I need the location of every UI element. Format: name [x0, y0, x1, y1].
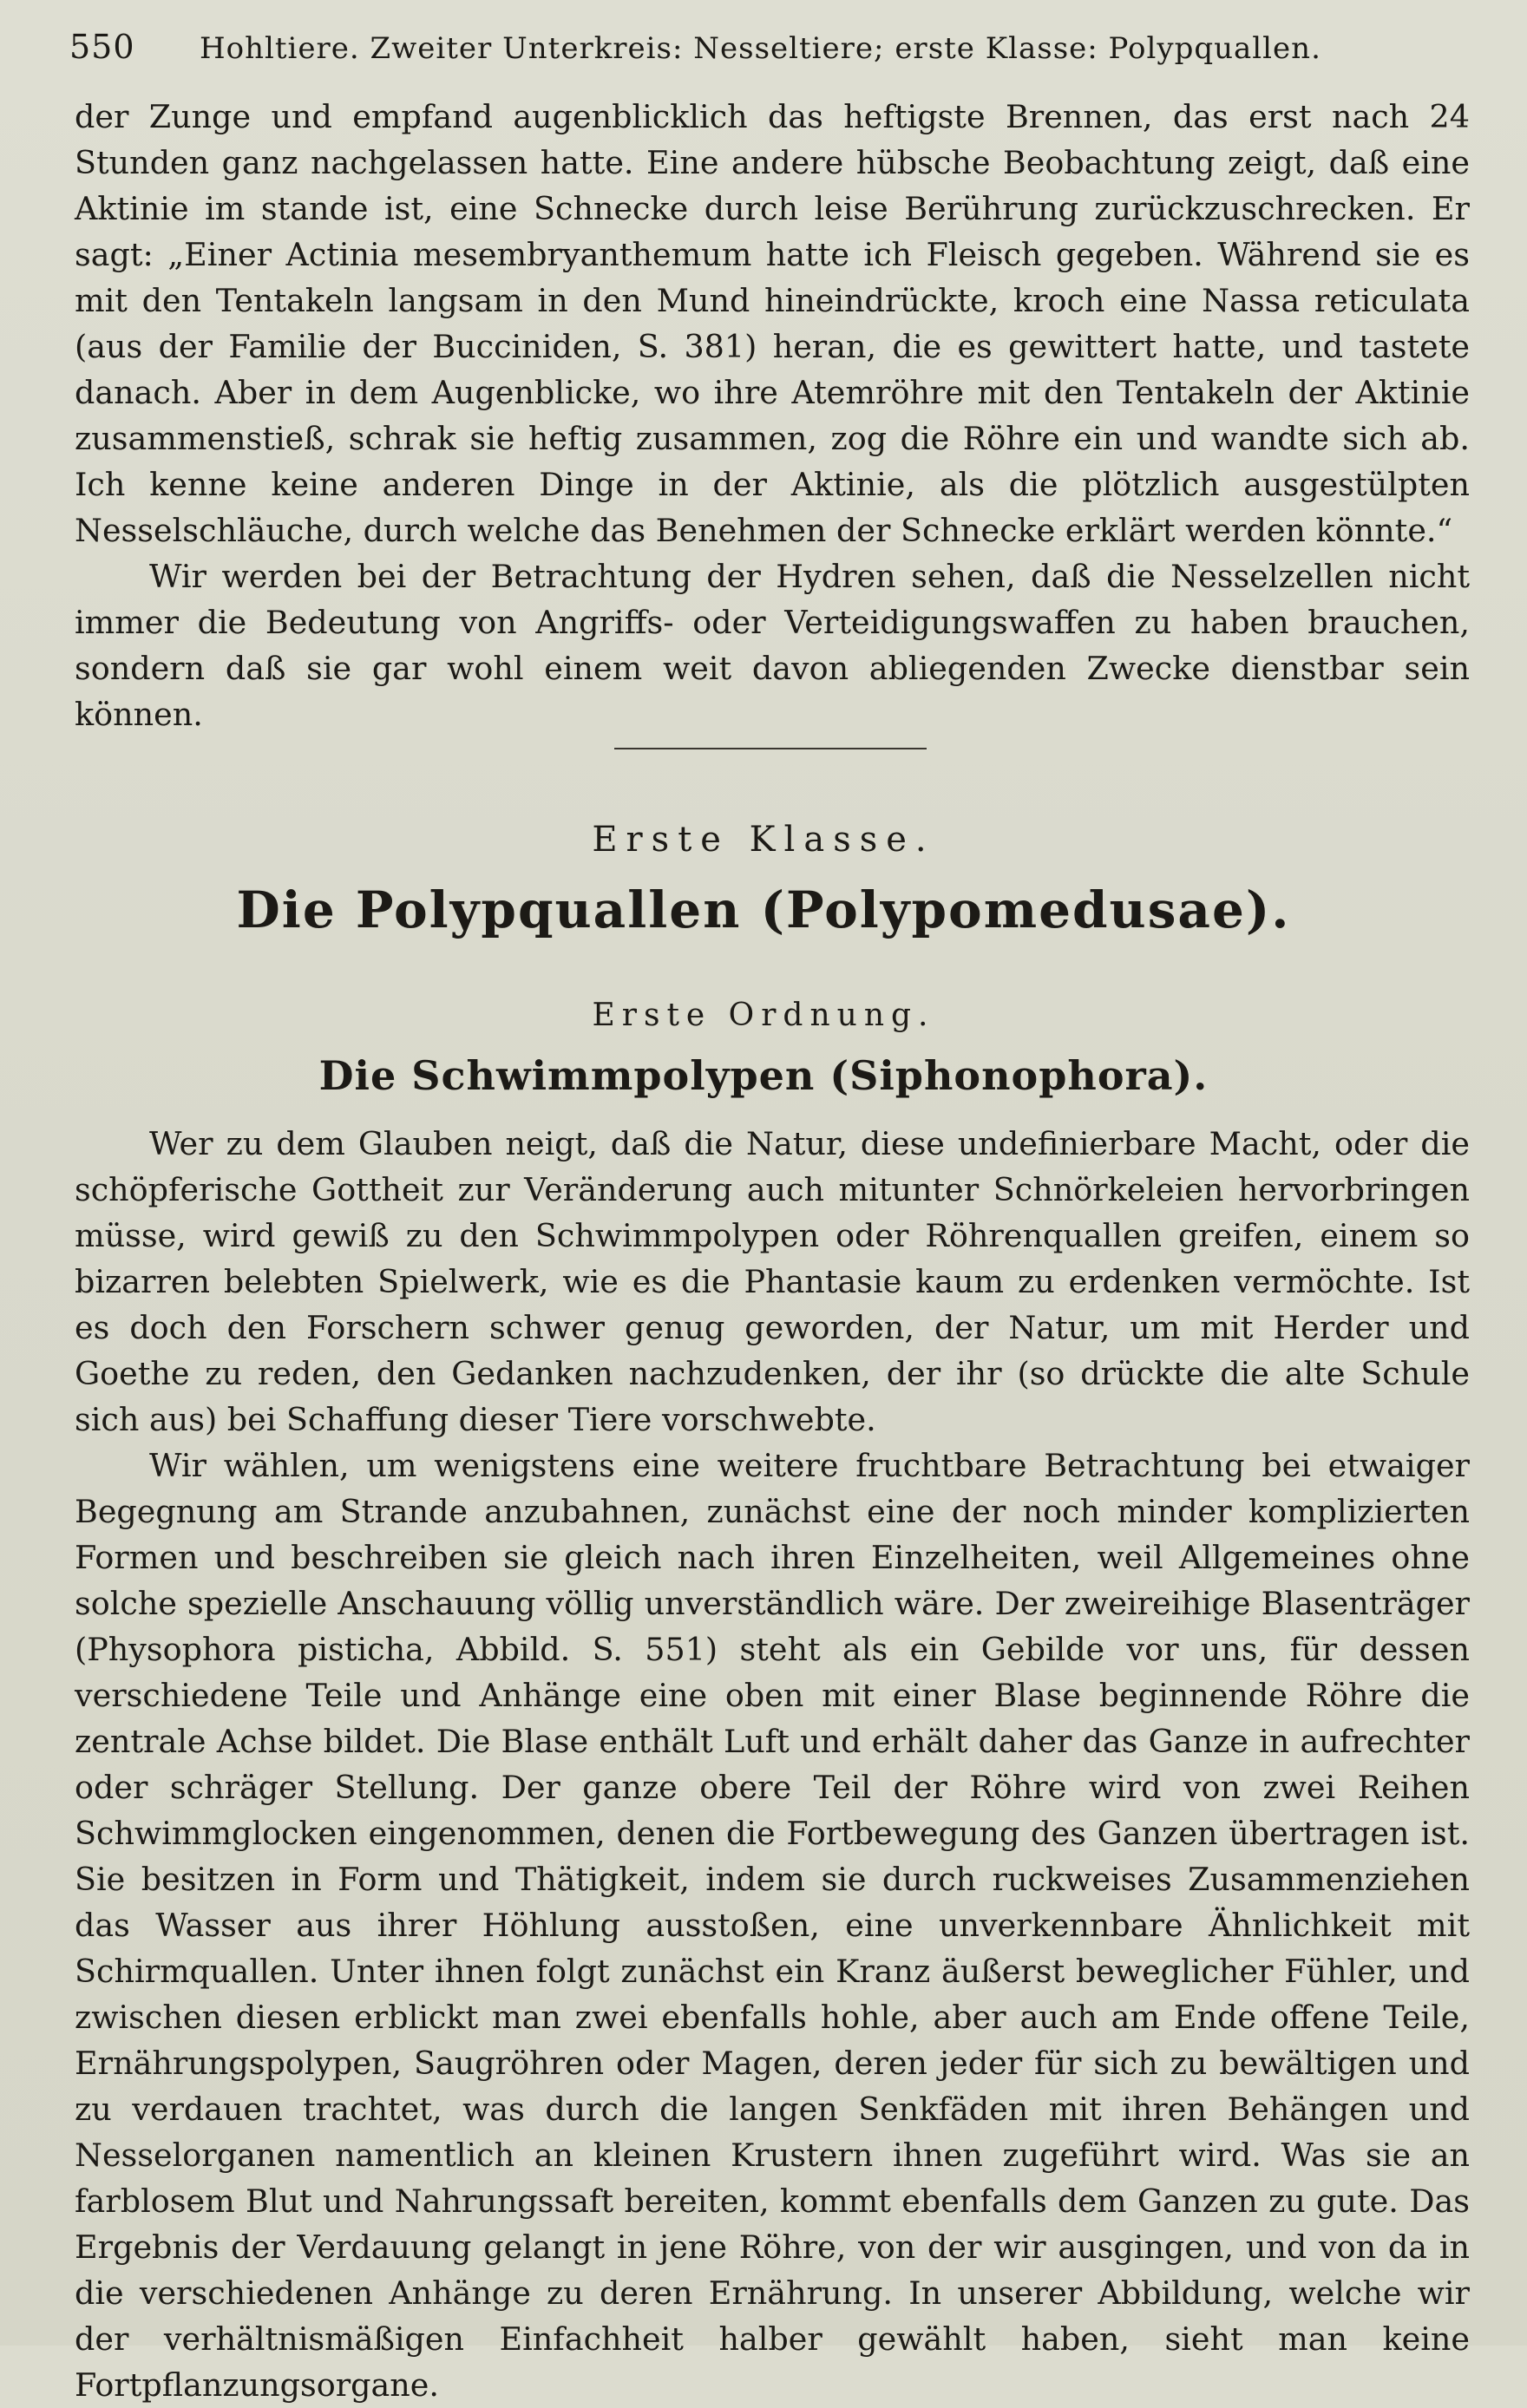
order-title: Die Schwimmpolypen (Siphonophora). [318, 1052, 1209, 1099]
paragraph: Wir wählen, um wenigstens eine weitere fruchtbare Betrachtung bei etwaiger Begegnung am Strande anzubahnen, zunächst eine der noch minder komplizierten Formen und beschreiben sie gleich nach ihren Einzelheiten, weil Allgemeines ohne solche spezielle Anschauung völlig unverständlich wäre. Der zweireihige Blasenträger (Physophora pisticha, Abbild. S. 551) steht als ein Gebilde vor uns, für dessen verschiedene Teile und Anhänge eine oben mit einer Blase beginnende Röhre die zentrale Achse bildet. Die Blase enthält Luft und erhält daher das Ganze in aufrechter oder schräger Stellung. Der ganze obere Teil der Röhre wird von zwei Reihen Schwimmglocken eingenommen, denen die Fortbewegung des Ganzen übertragen ist. Sie besitzen in Form und Thätigkeit, indem sie durch ruckweises Zusammenziehen das Wasser aus ihrer Höhlung ausstoßen, eine unverkennbare Ähnlichkeit mit Schirmquallen. Unter ihnen folgt zunächst ein Kranz äußerst beweglicher Fühler, und zwischen diesen erblickt man zwei ebenfalls hohle, aber auch am Ende offene Teile, Ernährungspolypen, Saugröhren oder Magen, deren jeder für sich zu bewältigen und zu verdauen trachtet, was durch die langen Senkfäden mit ihren Behängen und Nesselorganen namentlich an kleinen Krustern ihnen zugeführt wird. Was sie an farblosem Blut und Nahrungssaft bereiten, kommt ebenfalls dem Ganzen zu gute. Das Ergebnis der Verdauung gelangt in jene Röhre, von der wir ausgingen, und von da in die verschiedenen Anhänge zu deren Ernährung. In unserer Abbildung, welche wir der verhältnismäßigen Einfachheit halber gewählt haben, sieht man keine Fortpflanzungsorgane. [75, 1447, 1470, 2404]
running-title: Hohltiere. Zweiter Unterkreis: Nesseltiere; erste Klasse: Polypquallen. [200, 31, 1321, 66]
class-title: Die Polypquallen (Polypomedusae). [236, 880, 1291, 939]
paragraph: Wer zu dem Glauben neigt, daß die Natur, diese undefinierbare Macht, oder die schöpferische Gottheit zur Veränderung auch mitunter Schnörkeleien hervorbringen müsse, wird gewiß zu den Schwimmpolypen oder Röhrenquallen greifen, einem so bizarren belebten Spielwerk, wie es die Phantasie kaum zu erdenken vermöchte. Ist es doch den Forschern schwer genug geworden, der Natur, um mit Herder und Goethe zu reden, den Gedanken nachzudenken, der ihr (so drückte die alte Schule sich aus) bei Schaffung dieser Tiere vorschwebte. [75, 1125, 1470, 1438]
running-header [69, 28, 1432, 88]
body-text-top [75, 94, 1470, 737]
body-text-bottom [75, 1121, 1470, 2408]
paragraph: Wir werden bei der Betrachtung der Hydren sehen, daß die Nesselzellen nicht immer die Bedeutung von Angriffs- oder Verteidigungswaffen zu haben brauchen, sondern daß sie gar wohl einem weit davon abliegenden Zwecke dienstbar sein können. [75, 558, 1470, 733]
paragraph: der Zunge und empfand augenblicklich das heftigste Brennen, das erst nach 24 Stunden ganz nachgelassen hatte. Eine andere hübsche Beobachtung zeigt, daß eine Aktinie im stande ist, eine Schnecke durch leise Berührung zurückzuschrecken. Er sagt: „Einer Actinia mesembryanthemum hatte ich Fleisch gegeben. Während sie es mit den Tentakeln langsam in den Mund hineindrückte, kroch eine Nassa reticulata (aus der Familie der Bucciniden, S. 381) heran, die es gewittert hatte, und tastete danach. Aber in dem Augenblicke, wo ihre Atemröhre mit den Tentakeln der Aktinie zusammenstieß, schrak sie heftig zusammen, zog die Röhre ein und wandte sich ab. Ich kenne keine anderen Dinge in der Aktinie, als die plötzlich ausgestülpten Nesselschläuche, durch welche das Benehmen der Schnecke erklärt werden könnte.“ [75, 98, 1470, 549]
page-number: 550 [69, 28, 135, 66]
class-label: Erste Klasse. [592, 820, 935, 860]
section-divider [614, 748, 927, 749]
order-label: Erste Ordnung. [592, 998, 935, 1033]
